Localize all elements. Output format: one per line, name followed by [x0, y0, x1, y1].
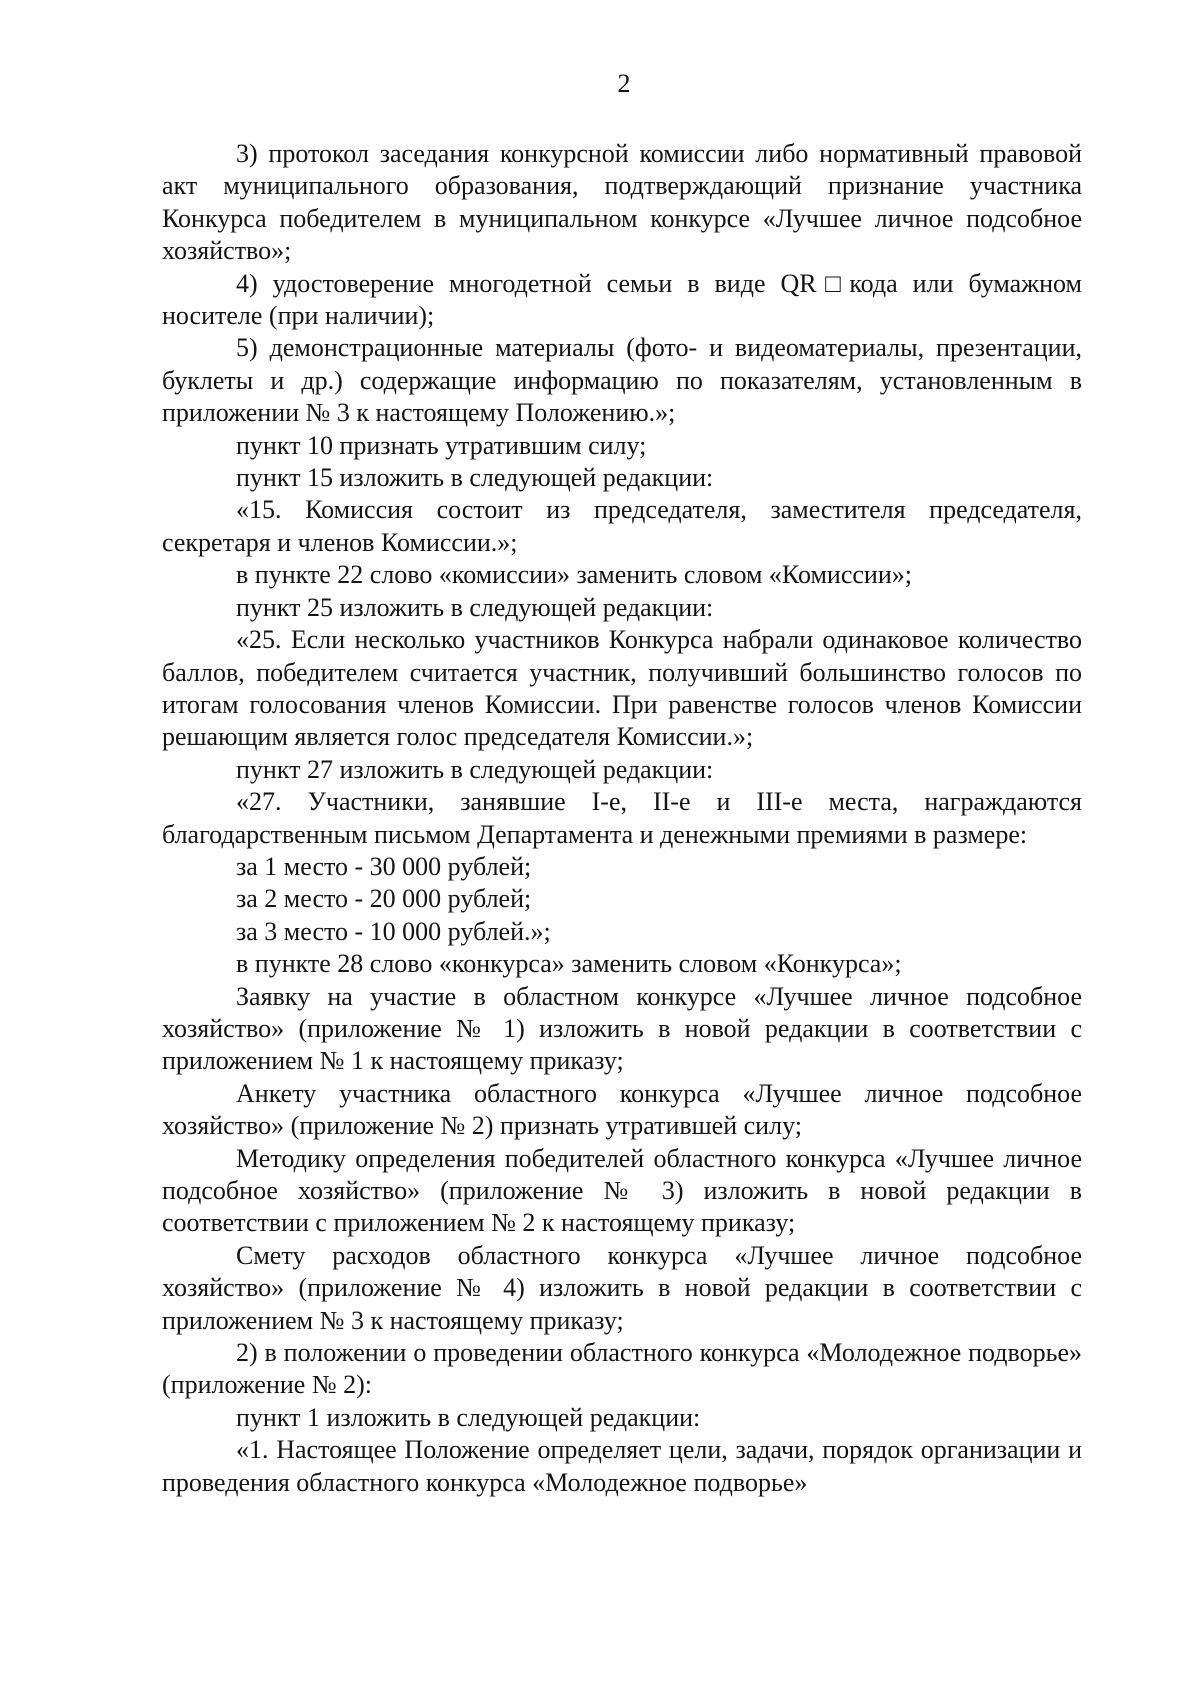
paragraph-application-1: Заявку на участие в областном конкурсе «Лучшее личное подсобное хозяйство» (приложение № 1) изложить в новой редакции в соответствии с приложением № 1 к настоящему приказу; [162, 981, 1082, 1076]
paragraph-application-2: Анкету участника областного конкурса «Лучшее личное подсобное хозяйство» (приложение № 2) признать утратившей силу; [162, 1078, 1082, 1141]
page-number: 2 [617, 69, 631, 98]
paragraph-point-10: пункт 10 признать утратившим силу; [236, 430, 647, 460]
paragraph-item-3: 3) протокол заседания конкурсной комиссии либо нормативный правовой акт муниципального образования, подтверждающий признание участника Конкурса победителем в муниципальном конкурсе «Лучшее личное подсобное хозяйство»; [162, 139, 1082, 266]
paragraph-item-4: 4) удостоверение многодетной семьи в виде QR□кода или бумажном носителе (при наличии); [162, 268, 1082, 331]
paragraph-point-28: в пункте 28 слово «конкурса» заменить словом «Конкурса»; [236, 949, 902, 979]
paragraph-point-25-text: «25. Если несколько участников Конкурса набрали одинаковое количество баллов, победителем считается участник, получивший большинство голосов по итогам голосования членов Комиссии. При равенстве голосов членов Комиссии решающим является голос председателя Комиссии.»; [162, 625, 1082, 752]
paragraph-prize-1: за 1 место - 30 000 рублей; [236, 851, 532, 881]
paragraph-point-27-text: «27. Участники, занявшие I-е, II-е и III-е места, награждаются благодарственным письмом Департамента и денежными премиями в размере: [162, 787, 1082, 849]
document-body [162, 138, 1082, 1499]
paragraph-point-25-intro: пункт 25 изложить в следующей редакции: [236, 592, 714, 622]
paragraph-application-3: Методику определения победителей областного конкурса «Лучшее личное подсобное хозяйство» (приложение № 3) изложить в новой редакции в соответствии с приложением № 2 к настоящему приказу; [162, 1143, 1082, 1238]
paragraph-point-15-text: «15. Комиссия состоит из председателя, заместителя председателя, секретаря и членов Комиссии.»; [162, 495, 1082, 557]
paragraph-point-27-intro: пункт 27 изложить в следующей редакции: [236, 754, 714, 784]
paragraph-point-1-intro: пункт 1 изложить в следующей редакции: [236, 1402, 701, 1432]
paragraph-item-5: 5) демонстрационные материалы (фото- и видеоматериалы, презентации, буклеты и др.) содержащие информацию по показателям, установленным в приложении № 3 к настоящему Положению.»; [162, 333, 1082, 428]
paragraph-point-22: в пункте 22 слово «комиссии» заменить словом «Комиссии»; [236, 560, 912, 590]
paragraph-section-2: 2) в положении о проведении областного конкурса «Молодежное подворье» (приложение № 2): [162, 1338, 1082, 1400]
paragraph-point-1-text: «1. Настоящее Положение определяет цели, задачи, порядок организации и проведения областного конкурса «Молодежное подворье» [162, 1435, 1082, 1497]
paragraph-application-4: Смету расходов областного конкурса «Лучшее личное подсобное хозяйство» (приложение № 4) изложить в новой редакции в соответствии с приложением № 3 к настоящему приказу; [162, 1240, 1082, 1335]
paragraph-point-15-intro: пункт 15 изложить в следующей редакции: [236, 463, 714, 493]
paragraph-prize-2: за 2 место - 20 000 рублей; [236, 884, 532, 914]
paragraph-prize-3: за 3 место - 10 000 рублей.»; [236, 916, 551, 946]
